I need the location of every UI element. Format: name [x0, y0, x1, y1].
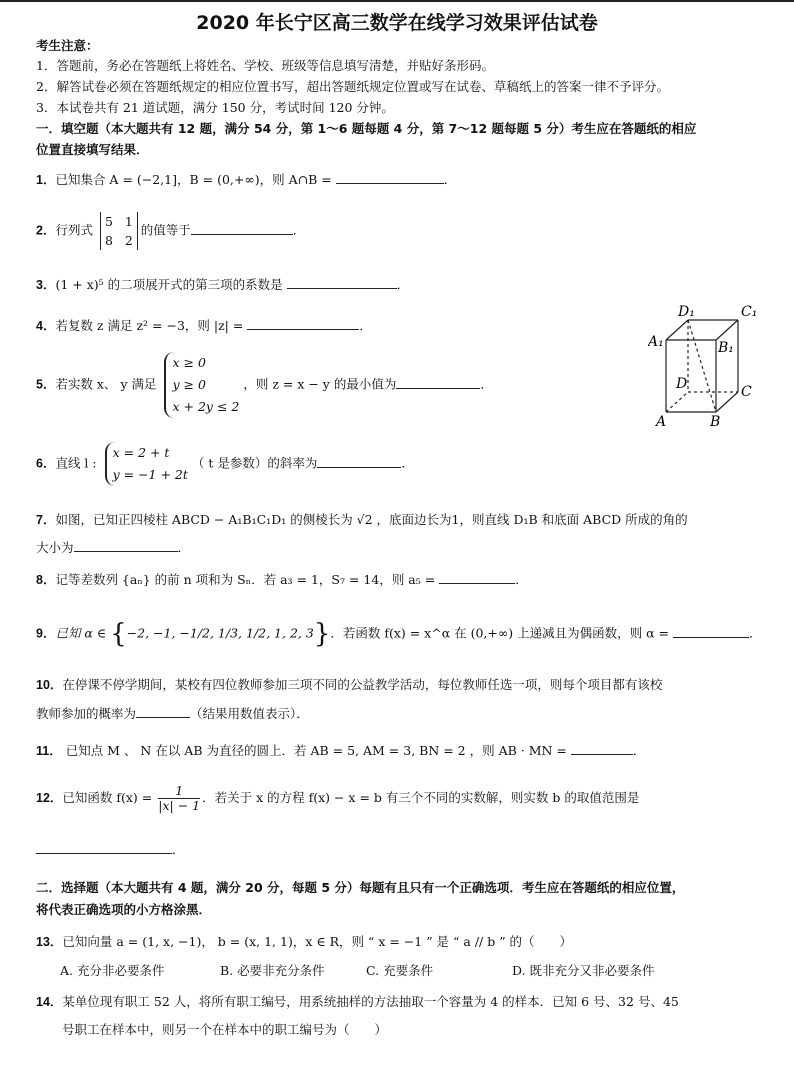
- vertex-label: D: [676, 376, 688, 392]
- answer-blank: [336, 171, 444, 184]
- vertex-label: A: [656, 414, 667, 430]
- parametric-system: x = 2 + t y = −1 + 2t: [105, 442, 188, 486]
- notice-item-2: 2．解答试卷必须在答题纸规定的相应位置书写，超出答题纸规定位置或写在试卷、草稿纸上的答案一律不予评分。: [36, 79, 669, 94]
- section1-heading-cont: 位置直接填写结果．: [36, 142, 149, 157]
- answer-blank: [396, 376, 480, 389]
- answer-blank: [247, 317, 359, 330]
- answer-blank: [136, 705, 190, 718]
- answer-blank: [287, 276, 397, 289]
- option-d[interactable]: D. 既非充分又非必要条件: [512, 963, 655, 978]
- question-12-cont: ．: [36, 840, 185, 858]
- answer-blank: [673, 625, 749, 638]
- question-7: 7．如图，已知正四棱柱 ABCD − A₁B₁C₁D₁ 的侧棱长为 √2 ，底面边长为1，则直线 D₁B 和底面 ABCD 所成的角的: [36, 512, 688, 527]
- answer-blank: [439, 571, 515, 584]
- edge-ad: [666, 392, 688, 412]
- constraint-system: x ≥ 0 y ≥ 0 x + 2y ≤ 2: [164, 352, 239, 418]
- answer-blank: [191, 222, 293, 235]
- vertex-label: C: [741, 384, 752, 400]
- option-b[interactable]: B. 必要非充分条件: [220, 963, 325, 978]
- section1-heading: 一．填空题（本大题共有 12 题，满分 54 分，第 1～6 题每题 4 分，第 7～12 题每题 5 分）考生应在答题纸的相应: [36, 121, 697, 136]
- section2-heading: 二．选择题（本大题共有 4 题，满分 20 分，每题 5 分）每题有且只有一个正确选项．考生应在答题纸的相应位置，: [36, 880, 685, 895]
- question-4: 4．若复数 z 满足 z² = −3，则 |z| = ．: [36, 318, 372, 333]
- question-11: 11． 已知点 M 、 N 在以 AB 为直径的圆上．若 AB = 5, AM = 3, BN = 2 ，则 AB · MN = ．: [36, 743, 646, 758]
- question-2: 2．行列式 5 1 8 2的值等于 ．: [36, 214, 306, 248]
- alpha-set: −2, −1, −1/2, 1/3, 1/2, 1, 2, 3: [126, 625, 314, 641]
- prism-figure: [648, 300, 768, 430]
- section2-heading-cont: 将代表正确选项的小方格涂黑．: [36, 902, 212, 917]
- question-14-cont: 号职工在样本中，则另一个在样本中的职工编号为（ ）: [62, 1022, 388, 1037]
- answer-blank: [571, 742, 633, 755]
- question-10: 10．在停课不停学期间，某校有四位教师参加三项不同的公益教学活动，每位教师任选一项，则每个项目都有该校: [36, 677, 663, 692]
- vertex-label: A₁: [648, 334, 664, 350]
- question-13: 13．已知向量 a = (1, x, −1)， b = (x, 1, 1)，x ∈ R，则 “ x = −1 ” 是 “ a // b ” 的（ ）: [36, 934, 573, 949]
- edge-a1d1: [666, 320, 688, 340]
- edge-b1c1: [716, 320, 738, 340]
- answer-blank: [317, 455, 401, 468]
- vertex-label: B: [710, 414, 721, 430]
- notice-item-3: 3．本试卷共有 21 道试题，满分 150 分，考试时间 120 分钟。: [36, 100, 394, 115]
- edge-bc: [716, 392, 738, 412]
- question-5: 5．若实数 x、 y 满足 x ≥ 0 y ≥ 0 x + 2y ≤ 2 ，则 z = x − y 的最小值为 ．: [36, 352, 493, 418]
- diagonal-d1b: [688, 320, 716, 412]
- answer-blank: [74, 539, 178, 552]
- answer-blank: [36, 841, 172, 854]
- notice-heading: 考生注意：: [36, 38, 99, 53]
- question-7-cont: 大小为 ．: [36, 540, 191, 555]
- page-title: 2020 年长宁区高三数学在线学习效果评估试卷: [196, 12, 598, 34]
- vertex-label: C₁: [741, 304, 758, 320]
- top-rule: [0, 0, 794, 2]
- question-12: 12．已知函数 f(x) = $\frac{1}{|x| - 1}$ ．若关于 x 的方程 f(x) − x = b 有三个不同的实数解，则实数 b 的取值范围是: [36, 783, 640, 813]
- question-13-options: [60, 961, 655, 979]
- option-a[interactable]: A. 充分非必要条件: [60, 963, 165, 978]
- function-fraction: $\frac{1}{|x| - 1}$: [158, 783, 201, 813]
- question-1: 1．已知集合 A = (−2,1]，B = (0,+∞)，则 A∩B = ．: [36, 172, 457, 187]
- question-8: 8．记等差数列 {aₙ} 的前 n 项和为 Sₙ．若 a₃ = 1，S₇ = 14，则 a₅ = ．: [36, 572, 528, 587]
- option-c[interactable]: C. 充要条件: [366, 963, 434, 978]
- vertex-label: D₁: [678, 304, 695, 320]
- question-10-cont: 教师参加的概率为 （结果用数值表示）．: [36, 706, 309, 721]
- determinant: 5 1 8 2: [100, 212, 138, 250]
- question-3: 3．(1 + x)⁵ 的二项展开式的第三项的系数是 ．: [36, 277, 410, 292]
- vertex-label: B₁: [718, 340, 734, 356]
- question-9: 9．已知 α ∈ {−2, −1, −1/2, 1/3, 1/2, 1, 2, 3}．若函数 f(x) = x^α 在 (0,+∞) 上递减且为偶函数，则 α = ．: [36, 619, 762, 649]
- notice-item-1: 1．答题前，务必在答题纸上将姓名、学校、班级等信息填写清楚，并贴好条形码。: [36, 58, 494, 73]
- question-6: 6．直线 l : x = 2 + t y = −1 + 2t （ t 是参数）的斜率为 ．: [36, 442, 414, 486]
- question-14: 14．某单位现有职工 52 人，将所有职工编号，用系统抽样的方法抽取一个容量为 4 的样本．已知 6 号、32 号、45: [36, 994, 679, 1009]
